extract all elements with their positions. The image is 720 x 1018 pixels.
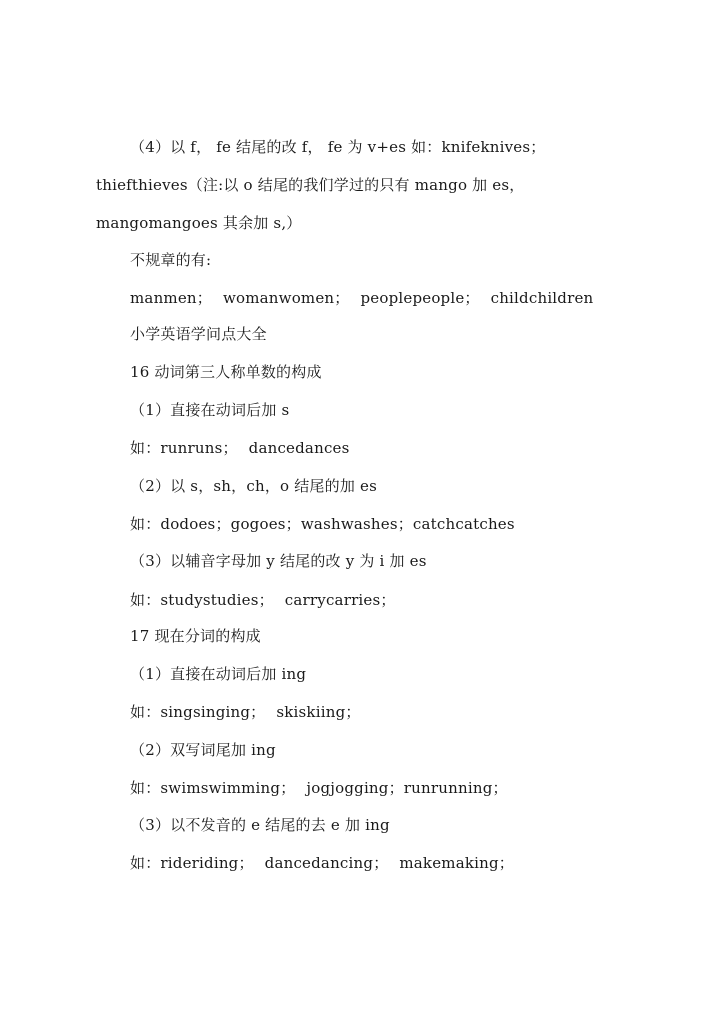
text-line-rule-1-s: （1）直接在动词后加 s xyxy=(130,401,290,419)
text-line-irregular-examples: manmen； womanwomen； peoplepeople； childchildren xyxy=(130,289,594,307)
text-line-rule-3-ies: （3）以辅音字母加 y 结尾的改 y 为 i 加 es xyxy=(130,552,427,570)
text-line-mango: mangomangoes 其余加 s,） xyxy=(96,214,302,232)
text-line-example-es: 如：dodoes；gogoes；washwashes；catchcatches xyxy=(130,515,515,533)
text-line-example-drop-e: 如：rideriding； dancedancing； makemaking； xyxy=(130,854,515,872)
section-heading-16: 16 动词第三人称单数的构成 xyxy=(130,363,322,381)
text-line-rule-2-double: （2）双写词尾加 ing xyxy=(130,741,276,759)
text-line-title: 小学英语学问点大全 xyxy=(130,325,267,343)
text-line-example-ies: 如：studystudies； carrycarries； xyxy=(130,591,396,609)
text-line-thief-note: thiefthieves（注:以 o 结尾的我们学过的只有 mango 加 es， xyxy=(96,176,525,194)
section-heading-17: 17 现在分词的构成 xyxy=(130,627,261,645)
text-line-rule-f-fe: （4）以 f， fe 结尾的改 f， fe 为 v+es 如：knifeknives； xyxy=(130,138,546,156)
text-line-rule-1-ing: （1）直接在动词后加 ing xyxy=(130,665,307,683)
text-line-example-s: 如：runruns； dancedances xyxy=(130,439,350,457)
text-line-rule-2-es: （2）以 s，sh，ch，o 结尾的加 es xyxy=(130,477,377,495)
text-line-rule-3-drop-e: （3）以不发音的 e 结尾的去 e 加 ing xyxy=(130,816,390,834)
text-line-example-double: 如：swimswimming； jogjogging；runrunning； xyxy=(130,779,508,797)
text-line-example-ing: 如：singsinging； skiskiing； xyxy=(130,703,361,721)
text-line-irregular-heading: 不规章的有: xyxy=(130,251,212,269)
